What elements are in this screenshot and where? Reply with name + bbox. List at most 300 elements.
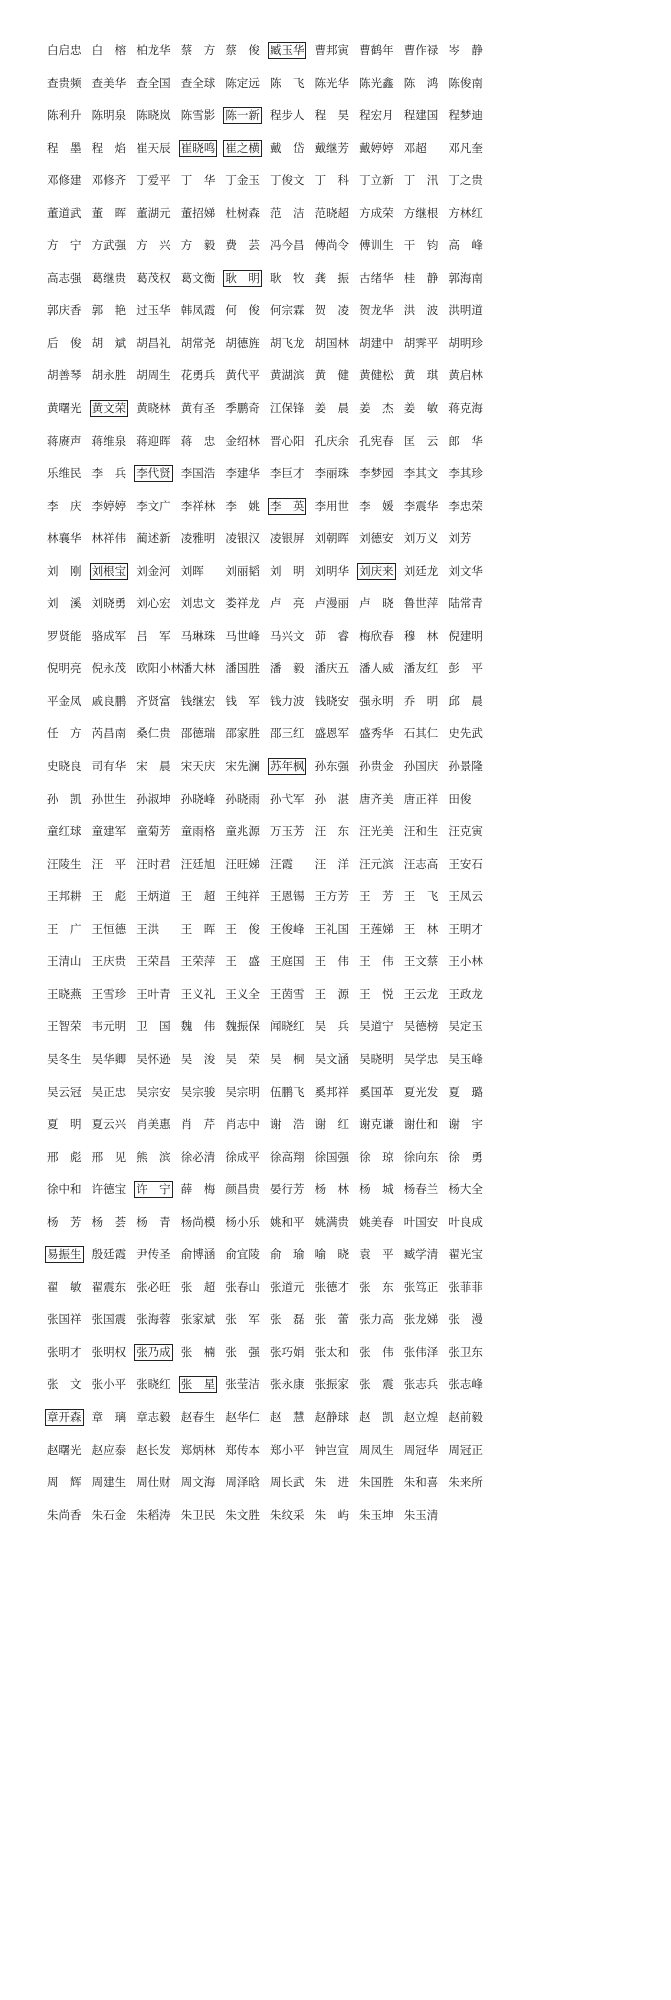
name-entry: 张明才 (47, 1344, 82, 1359)
name-entry: 朱石金 (91, 1507, 127, 1522)
name-entry: 蒋赓声 (47, 433, 82, 448)
name-entry: 孙国庆 (403, 759, 439, 774)
name-entry: 李震华 (403, 498, 439, 513)
name-entry: 刘忠文 (180, 596, 216, 611)
name-row (47, 1215, 493, 1248)
name-entry: 董 晖 (91, 205, 127, 220)
name-row (47, 531, 493, 564)
name-entry: 王莲娣 (359, 921, 394, 936)
name-entry: 谢 宇 (448, 1117, 483, 1132)
name-entry: 戚良鹏 (91, 693, 127, 708)
name-row (47, 987, 493, 1020)
name-entry: 吴晓明 (359, 1051, 394, 1066)
name-entry: 傅训生 (359, 238, 394, 253)
name-entry: 陈明泉 (91, 108, 127, 123)
name-entry: 吴定玉 (448, 1019, 483, 1034)
name-entry: 黄健松 (359, 368, 394, 383)
name-entry: 李忠荣 (448, 498, 483, 513)
name-entry: 张必旺 (136, 1279, 171, 1294)
name-entry: 王小林 (448, 954, 483, 969)
name-entry: 洪明道 (448, 303, 483, 318)
name-entry: 张 磊 (269, 1312, 305, 1327)
name-entry: 张道元 (269, 1279, 305, 1294)
name-entry: 盛恩军 (314, 726, 350, 741)
name-entry: 郭 艳 (91, 303, 127, 318)
name-entry: 王凤云 (448, 889, 483, 904)
name-entry: 张春山 (225, 1279, 260, 1294)
name-entry: 张家斌 (180, 1312, 216, 1327)
name-entry: 刘丽韬 (225, 563, 260, 578)
name-entry: 茆 睿 (314, 628, 350, 643)
name-entry: 贺 凌 (314, 303, 350, 318)
name-entry: 王茵雪 (269, 986, 305, 1001)
name-entry: 胡善琴 (47, 368, 82, 383)
name-entry: 俞博涵 (180, 1247, 216, 1262)
name-entry: 马琳珠 (180, 628, 216, 643)
name-entry: 蔡 方 (180, 43, 216, 57)
name-entry: 朱卫民 (180, 1507, 216, 1522)
name-entry: 董招娣 (180, 205, 216, 220)
name-entry: 程 昊 (314, 108, 350, 123)
name-entry: 钱晓安 (314, 693, 350, 708)
name-row (47, 108, 493, 141)
name-entry: 胡常尧 (180, 335, 216, 350)
name-entry: 王 伟 (314, 954, 350, 969)
name-entry: 耿 牧 (269, 270, 305, 285)
name-entry: 胡 斌 (91, 335, 127, 350)
name-entry: 鲁世萍 (403, 596, 439, 611)
name-entry: 王明才 (448, 921, 483, 936)
name-entry: 杨 青 (136, 1214, 171, 1229)
name-entry: 吕 军 (136, 628, 171, 643)
name-entry: 凌雅明 (180, 531, 216, 546)
name-entry: 胡霁平 (403, 335, 439, 350)
name-entry: 朱国胜 (359, 1475, 394, 1490)
name-entry: 潘庆五 (314, 661, 350, 676)
name-entry: 刘晖 (180, 563, 204, 578)
name-entry: 王恒德 (91, 921, 127, 936)
name-entry: 王庆贵 (91, 954, 127, 969)
name-entry: 王雪珍 (91, 986, 127, 1001)
name-entry: 翟 敏 (47, 1279, 82, 1294)
name-entry: 穆 林 (403, 628, 439, 643)
name-entry: 李婷婷 (91, 498, 127, 513)
name-entry: 叶良成 (448, 1214, 483, 1229)
boxed-name-entry: 许 宁 (136, 1182, 171, 1197)
name-entry: 宋先澜 (225, 759, 260, 774)
name-entry: 柏龙华 (136, 43, 171, 57)
name-entry: 李文广 (136, 498, 171, 513)
name-entry: 唐齐美 (359, 791, 394, 806)
name-entry: 宋天庆 (180, 759, 216, 774)
name-entry: 杨尚模 (180, 1214, 216, 1229)
name-entry: 陈俊南 (448, 75, 483, 90)
name-row (47, 792, 493, 825)
name-entry: 钟岂宣 (314, 1442, 350, 1457)
name-entry: 王 广 (47, 921, 82, 936)
name-entry: 张小平 (91, 1377, 127, 1392)
name-entry: 杨 城 (359, 1182, 394, 1197)
name-entry: 刘 溪 (47, 596, 82, 611)
name-row (47, 336, 493, 369)
name-entry: 朱 屿 (314, 1507, 350, 1522)
name-entry: 周凤生 (359, 1442, 394, 1457)
name-entry: 刘明华 (314, 563, 350, 578)
name-entry: 童雨格 (180, 824, 216, 839)
name-entry: 许德宝 (91, 1182, 127, 1197)
name-entry: 盛秀华 (359, 726, 394, 741)
name-entry: 张伟泽 (403, 1344, 439, 1359)
name-entry: 潘人威 (359, 661, 394, 676)
name-entry: 李 姚 (225, 498, 260, 513)
name-entry: 翟光宝 (448, 1247, 483, 1262)
name-entry: 吴宗明 (225, 1084, 260, 1099)
name-entry: 吴云冠 (47, 1084, 82, 1099)
name-row (47, 1475, 493, 1508)
name-entry: 张海蓉 (136, 1312, 171, 1327)
name-entry: 王 源 (314, 986, 350, 1001)
name-entry: 蒋维泉 (91, 433, 127, 448)
name-row (47, 1312, 493, 1345)
name-entry: 王晓燕 (47, 986, 82, 1001)
name-entry: 陈定远 (225, 75, 260, 90)
name-entry: 杨春兰 (403, 1182, 439, 1197)
name-entry: 刘芳 (448, 531, 472, 546)
boxed-name-entry: 章开森 (47, 1409, 82, 1424)
name-entry: 黄有圣 (180, 401, 216, 416)
name-entry: 张 文 (47, 1377, 82, 1392)
name-entry: 王恩锡 (269, 889, 305, 904)
name-entry: 胡明珍 (448, 335, 483, 350)
name-entry: 林祥伟 (91, 531, 127, 546)
name-entry: 戴继芳 (314, 140, 350, 155)
name-entry: 王炳道 (136, 889, 171, 904)
name-row (47, 1085, 493, 1118)
name-entry: 骆成军 (91, 628, 127, 643)
name-entry: 朱文胜 (225, 1507, 260, 1522)
name-entry: 邵家胜 (225, 726, 260, 741)
name-entry: 张太和 (314, 1344, 350, 1359)
name-entry: 程步人 (269, 108, 305, 123)
name-entry: 司有华 (91, 759, 127, 774)
name-entry: 何宗霖 (269, 303, 305, 318)
name-entry: 赵长发 (136, 1442, 171, 1457)
name-entry: 王云龙 (403, 986, 439, 1001)
name-row (47, 1019, 493, 1052)
name-entry: 潘 毅 (269, 661, 305, 676)
name-entry: 韩凤霞 (180, 303, 216, 318)
name-entry: 肖 芹 (180, 1117, 216, 1132)
name-entry: 丁 华 (180, 173, 216, 188)
name-entry: 陈雪影 (180, 108, 216, 123)
name-row (47, 1117, 493, 1150)
name-entry: 蒋迎晖 (136, 433, 171, 448)
name-entry: 周冠正 (448, 1442, 483, 1457)
name-entry: 葛继贵 (91, 270, 127, 285)
name-entry: 王政龙 (448, 986, 483, 1001)
name-row (47, 271, 493, 304)
name-entry: 石其仁 (403, 726, 439, 741)
name-entry: 肖美惠 (136, 1117, 171, 1132)
name-entry: 邓修齐 (91, 173, 127, 188)
name-entry: 杨 林 (314, 1182, 350, 1197)
name-entry: 蔡 俊 (225, 43, 260, 57)
name-row (47, 401, 493, 434)
name-entry: 郑炳林 (180, 1442, 216, 1457)
name-entry: 晏行芳 (269, 1182, 305, 1197)
name-entry: 李其文 (403, 466, 439, 481)
name-entry: 丁金玉 (225, 173, 260, 188)
name-entry: 吴宗骏 (180, 1084, 216, 1099)
name-entry: 吴德榜 (403, 1019, 439, 1034)
name-entry: 万玉芳 (269, 824, 305, 839)
name-entry: 强永明 (359, 693, 394, 708)
name-entry: 朱尚香 (47, 1507, 82, 1522)
name-entry: 王 彪 (91, 889, 127, 904)
name-entry: 程 墨 (47, 140, 82, 155)
name-row (47, 1247, 493, 1280)
boxed-name-entry: 张乃成 (136, 1344, 171, 1359)
name-entry: 胡德旌 (225, 335, 260, 350)
name-row (47, 141, 493, 174)
name-entry: 夏 明 (47, 1117, 82, 1132)
name-entry: 喻 晓 (314, 1247, 350, 1262)
boxed-name-entry: 李代贤 (136, 466, 171, 481)
name-entry: 姜 敏 (403, 401, 439, 416)
name-entry: 张巧娟 (269, 1344, 305, 1359)
name-entry: 方成荣 (359, 205, 394, 220)
name-row (47, 303, 493, 336)
name-entry: 王 林 (403, 921, 439, 936)
boxed-name-entry: 苏年枫 (269, 759, 305, 774)
name-entry: 王义全 (225, 986, 260, 1001)
name-entry: 王洪 (136, 921, 160, 936)
name-entry: 邢 彪 (47, 1149, 82, 1164)
name-entry: 李 媛 (359, 498, 394, 513)
name-entry: 谢 浩 (269, 1117, 305, 1132)
name-entry: 刘 明 (269, 563, 305, 578)
name-entry: 娄祥龙 (225, 596, 260, 611)
name-entry: 张龙娣 (403, 1312, 439, 1327)
name-row (47, 1052, 493, 1085)
name-entry: 刘朝晖 (314, 531, 350, 546)
name-entry: 杨大全 (448, 1182, 483, 1197)
name-row (47, 43, 493, 76)
name-entry: 吴道宁 (359, 1019, 394, 1034)
name-entry: 周 辉 (47, 1475, 82, 1490)
name-entry: 唐正祥 (403, 791, 439, 806)
name-entry: 查全国 (136, 75, 171, 90)
name-entry: 史先武 (448, 726, 483, 741)
name-entry: 洪 波 (403, 303, 439, 318)
name-entry: 张莹洁 (225, 1377, 260, 1392)
name-entry: 汪 洋 (314, 856, 350, 871)
name-entry: 孙晓雨 (225, 791, 260, 806)
name-row (47, 238, 493, 271)
name-entry: 黄 健 (314, 368, 350, 383)
name-entry: 吴正忠 (91, 1084, 127, 1099)
name-entry: 桑仁贵 (136, 726, 171, 741)
name-entry: 李丽珠 (314, 466, 350, 481)
name-entry: 周建生 (91, 1475, 127, 1490)
name-entry: 王邦耕 (47, 889, 82, 904)
name-entry: 王 悦 (359, 986, 394, 1001)
name-entry: 冯今昌 (269, 238, 305, 253)
name-entry: 陈利升 (47, 108, 82, 123)
name-entry: 丁之贵 (448, 173, 483, 188)
name-entry: 张晓红 (136, 1377, 171, 1392)
name-entry: 邓超 (403, 140, 427, 155)
name-entry: 卢 亮 (269, 596, 305, 611)
name-entry: 孙淑坤 (136, 791, 171, 806)
name-entry: 朱来所 (448, 1475, 483, 1490)
name-entry: 马兴文 (269, 628, 305, 643)
name-entry: 李祥林 (180, 498, 216, 513)
name-entry: 刘廷龙 (403, 563, 439, 578)
name-entry: 汪光美 (359, 824, 394, 839)
name-entry: 徐高翔 (269, 1149, 305, 1164)
name-entry: 吴冬生 (47, 1051, 82, 1066)
boxed-name-entry: 李 英 (269, 498, 305, 513)
name-entry: 潘国胜 (225, 661, 260, 676)
name-entry: 王义礼 (180, 986, 216, 1001)
name-entry: 王 超 (180, 889, 216, 904)
name-entry: 何 俊 (225, 303, 260, 318)
name-entry: 郭海南 (448, 270, 483, 285)
name-entry: 赵立煌 (403, 1409, 439, 1424)
name-entry: 张力高 (359, 1312, 394, 1327)
name-entry: 谢克谦 (359, 1117, 394, 1132)
name-entry: 王 伟 (359, 954, 394, 969)
name-row (47, 499, 493, 532)
name-entry: 查全球 (180, 75, 216, 90)
name-entry: 卢漫丽 (314, 596, 350, 611)
name-entry: 周仕财 (136, 1475, 171, 1490)
name-entry: 葛文衡 (180, 270, 216, 285)
name-entry: 汪和生 (403, 824, 439, 839)
boxed-name-entry: 易振生 (47, 1247, 82, 1262)
name-entry: 潘大林 (180, 661, 216, 676)
name-entry: 章 璃 (91, 1409, 127, 1424)
name-entry: 丁 汛 (403, 173, 439, 188)
boxed-name-entry: 黄文荣 (91, 401, 127, 416)
name-entry: 陆常青 (448, 596, 483, 611)
name-row (47, 1182, 493, 1215)
name-entry: 李国浩 (180, 466, 216, 481)
boxed-name-entry: 刘庆来 (359, 563, 394, 578)
name-entry: 张 震 (359, 1377, 394, 1392)
name-entry: 赵 慧 (269, 1409, 305, 1424)
name-entry: 朱玉坤 (359, 1507, 394, 1522)
name-entry: 胡飞龙 (269, 335, 305, 350)
name-row (47, 173, 493, 206)
name-entry: 夏云兴 (91, 1117, 127, 1132)
name-entry: 王纯祥 (225, 889, 260, 904)
name-entry: 丁爱平 (136, 173, 171, 188)
name-entry: 伍鹏飞 (269, 1084, 305, 1099)
name-entry: 杜树森 (225, 205, 260, 220)
name-entry: 刘心宏 (136, 596, 171, 611)
name-entry: 卫 国 (136, 1019, 171, 1034)
name-row (47, 954, 493, 987)
name-entry: 章志毅 (136, 1409, 171, 1424)
name-list (47, 43, 493, 1540)
name-entry: 方 毅 (180, 238, 216, 253)
name-entry: 曹邦寅 (314, 43, 350, 57)
name-entry: 赵 凯 (359, 1409, 394, 1424)
name-row (47, 629, 493, 662)
name-entry: 王礼国 (314, 921, 350, 936)
name-row (47, 564, 493, 597)
name-entry: 臧学清 (403, 1247, 439, 1262)
name-entry: 钱力波 (269, 693, 305, 708)
name-entry: 郭庆香 (47, 303, 82, 318)
name-entry: 贺龙华 (359, 303, 394, 318)
name-entry: 程 焰 (91, 140, 127, 155)
name-entry: 林襄华 (47, 531, 82, 546)
name-entry: 童建军 (91, 824, 127, 839)
name-entry: 陈光华 (314, 75, 350, 90)
name-entry: 蔺述新 (136, 531, 171, 546)
name-entry: 李 庆 (47, 498, 82, 513)
name-row (47, 1410, 493, 1443)
name-entry: 熊 滨 (136, 1149, 171, 1164)
name-entry: 汪廷旭 (180, 856, 216, 871)
name-entry: 董湖元 (136, 205, 171, 220)
name-entry: 童红球 (47, 824, 82, 839)
name-entry: 汪 平 (91, 856, 127, 871)
name-row (47, 1345, 493, 1378)
name-entry: 胡周生 (136, 368, 171, 383)
name-row (47, 1280, 493, 1313)
name-entry: 岑 静 (448, 43, 483, 57)
name-entry: 张 超 (180, 1279, 216, 1294)
name-entry: 奚邦祥 (314, 1084, 350, 1099)
name-entry: 杨 芳 (47, 1214, 82, 1229)
name-entry: 乔 明 (403, 693, 439, 708)
name-entry: 郎 华 (448, 433, 483, 448)
name-entry: 张 漫 (448, 1312, 483, 1327)
name-entry: 桂 静 (403, 270, 439, 285)
name-entry: 魏振保 (225, 1019, 260, 1034)
name-entry: 蒋 忠 (180, 433, 216, 448)
name-entry: 肖志中 (225, 1117, 260, 1132)
name-entry: 方武强 (91, 238, 127, 253)
name-entry: 王庭国 (269, 954, 305, 969)
name-entry: 汪 东 (314, 824, 350, 839)
name-entry: 邵三红 (269, 726, 305, 741)
name-entry: 翟震东 (91, 1279, 127, 1294)
name-entry: 童菊芳 (136, 824, 171, 839)
name-entry: 倪永茂 (91, 661, 127, 676)
name-entry: 崔天辰 (136, 140, 171, 155)
boxed-name-entry: 崔之横 (225, 140, 260, 155)
name-entry: 孔庆余 (314, 433, 350, 448)
name-entry: 张志兵 (403, 1377, 439, 1392)
name-entry: 吴 浚 (180, 1051, 216, 1066)
name-entry: 张振家 (314, 1377, 350, 1392)
name-entry: 孙贵金 (359, 759, 394, 774)
name-entry: 龚 振 (314, 270, 350, 285)
name-entry: 俞宜陵 (225, 1247, 260, 1262)
name-entry: 张志峰 (448, 1377, 483, 1392)
name-entry: 姚满贵 (314, 1214, 350, 1229)
name-entry: 闻晓红 (269, 1019, 305, 1034)
name-entry: 刘金河 (136, 563, 171, 578)
name-entry: 周冠华 (403, 1442, 439, 1457)
name-entry: 汪陵生 (47, 856, 82, 871)
name-entry: 梅欣春 (359, 628, 394, 643)
